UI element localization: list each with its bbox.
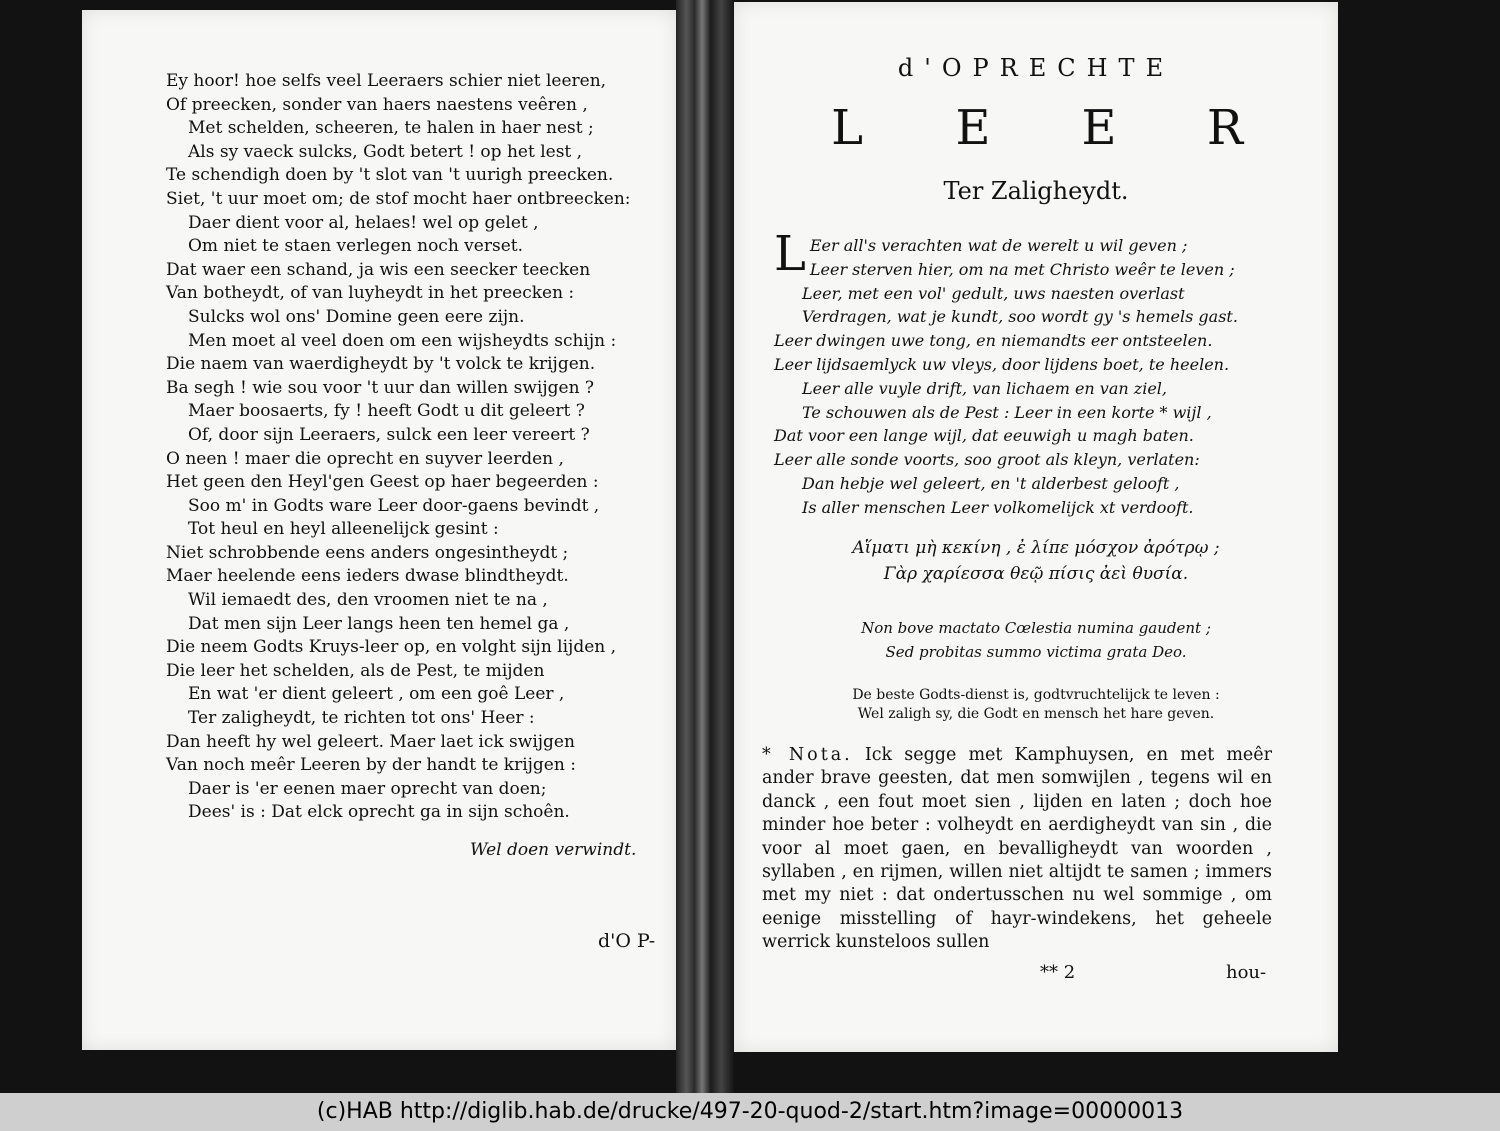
poem	[166, 70, 666, 825]
dutch-line: De beste Godts-dienst is, godtvruchtelijck te leven :	[852, 687, 1220, 703]
signature-motto: Wel doen verwindt.	[470, 840, 637, 860]
poem-line: Siet, 't uur moet om; de stof mocht haer ontbreecken:	[166, 188, 631, 209]
stanza-line: Leer dwingen uwe tong, en niemandts eer ontsteelen.	[774, 331, 1213, 351]
stanza-line: Dan hebje wel geleert, en 't alderbest gelooft ,	[802, 473, 1180, 493]
poem-line: Met schelden, scheeren, te halen in haer nest ;	[188, 118, 594, 139]
heading-letter: E	[1081, 100, 1117, 156]
stanza-line: Leer sterven hier, om na met Christo weêr te leven ;	[809, 259, 1235, 279]
poem-line: Maer boosaerts, fy ! heeft Godt u dit geleert ?	[188, 401, 585, 422]
poem-line: O neen ! maer die oprecht en suyver leerden ,	[166, 448, 564, 469]
poem-line: Dat men sijn Leer langs heen ten hemel ga ,	[188, 613, 570, 634]
left-page	[82, 10, 676, 1050]
latin-couplet	[734, 616, 1338, 664]
stanza-line: Te schouwen als de Pest : Leer in een korte * wijl ,	[802, 402, 1212, 422]
poem-line: Die naem van waerdigheydt by 't volck te krijgen.	[166, 354, 596, 375]
greek-couplet	[734, 535, 1338, 587]
poem-line: Daer is 'er eenen maer oprecht van doen;	[188, 778, 547, 799]
poem-line: Men moet al veel doen om een wijsheydts schijn :	[188, 330, 617, 351]
dutch-line: Wel zaligh sy, die Godt en mensch het hare geven.	[857, 706, 1215, 722]
poem-line: Die leer het schelden, als de Pest, te mijden	[166, 660, 545, 681]
stanza-line: Leer, met een vol' gedult, uws naesten overlast	[802, 283, 1185, 303]
signature-mark: ** 2	[1040, 962, 1076, 983]
poem-line: Ey hoor! hoe selfs veel Leeraers schier niet leeren,	[166, 71, 607, 91]
dropcap: L	[774, 226, 806, 282]
poem-line: Niet schrobbende eens anders ongesintheydt ;	[166, 542, 569, 563]
source-footer: (c)HAB http://diglib.hab.de/drucke/497-20-quod-2/start.htm?image=00000013	[0, 1093, 1500, 1131]
heading-letter: R	[1206, 100, 1244, 156]
stanza-line: Leer alle vuyle drift, van lichaem en van ziel,	[802, 378, 1167, 398]
nota-label: * Nota.	[762, 745, 853, 765]
poem-line: Te schendigh doen by 't slot van 't uurigh preecken.	[166, 165, 614, 186]
poem-line: Dees' is : Dat elck oprecht ga in sijn schoên.	[188, 802, 570, 823]
poem-line: Van noch meêr Leeren by der handt te krijgen :	[166, 755, 576, 776]
subheading: Ter Zaligheydt.	[943, 177, 1129, 205]
poem-line: Dan heeft hy wel geleert. Maer laet ick swijgen	[166, 731, 575, 752]
stanza-line: Verdragen, wat je kundt, soo wordt gy 's hemels gast.	[802, 307, 1238, 327]
heading-letter: L	[831, 100, 863, 156]
poem-line: En wat 'er dient geleert , om een goê Leer ,	[188, 684, 565, 705]
poem-line: Soo m' in Godts ware Leer door-gaens bevindt ,	[188, 495, 600, 516]
stanza-line: Is aller menschen Leer volkomelijck xt verdooft.	[802, 497, 1194, 517]
stanza-line: Dat voor een lange wijl, dat eeuwigh u magh baten.	[774, 426, 1194, 446]
poem-line: Van botheydt, of van luyheydt in het preecken :	[166, 283, 575, 304]
heading-letter: E	[955, 100, 991, 156]
poem-line: Als sy vaeck sulcks, Godt betert ! op het lest ,	[188, 141, 583, 162]
poem-line: Of, door sijn Leeraers, sulck een leer vereert ?	[188, 424, 590, 445]
latin-line: Sed probitas summo victima grata Deo.	[885, 643, 1187, 661]
stanza-line: Eer all's verachten wat de werelt u wil geven ;	[809, 236, 1188, 255]
poem-line: Om niet te staen verlegen noch verset.	[188, 236, 523, 257]
greek-line: Γὰρ χαρίεσσα θεῷ πίσις ἀεὶ θυσία.	[883, 564, 1189, 584]
heading-large	[734, 100, 1338, 156]
poem-line: Daer dient voor al, helaes! wel op gelet ,	[188, 212, 539, 233]
stanza-line: Leer alle sonde voorts, soo groot als kleyn, verlaten:	[774, 450, 1200, 470]
dutch-couplet	[734, 686, 1338, 724]
poem-line: Ter zaligheydt, te richten tot ons' Heer :	[188, 708, 535, 729]
catchword-right: hou-	[1226, 962, 1267, 983]
book-gutter	[676, 0, 734, 1093]
poem-line: Het geen den Heyl'gen Geest op haer begeerden :	[166, 472, 599, 493]
poem-line: Tot heul en heyl alleenelijck gesint :	[188, 519, 499, 540]
poem-line: Maer heelende eens ieders dwase blindtheydt.	[166, 566, 569, 587]
poem-line: Wil iemaedt des, den vroomen niet te na ,	[188, 590, 548, 611]
nota-paragraph	[762, 744, 1272, 955]
greek-line: Αἵματι μὴ κεκίνη , ἐ λίπε μόσχον ἀρότρῳ ;	[852, 538, 1220, 558]
poem-line: Ba segh ! wie sou voor 't uur dan willen swijgen ?	[166, 377, 595, 398]
right-page	[734, 2, 1338, 1052]
poem-line: Of preecken, sonder van haers naestens veêren ,	[166, 94, 588, 115]
poem-line: Die neem Godts Kruys-leer op, en volght sijn lijden ,	[166, 637, 617, 658]
poem-line: Sulcks wol ons' Domine geen eere zijn.	[188, 306, 525, 327]
stanza-line: Leer lijdsaemlyck uw vleys, door lijdens boet, te heelen.	[774, 354, 1230, 374]
latin-line: Non bove mactato Cœlestia numina gaudent ;	[861, 619, 1211, 637]
heading-small: d'OPRECHTE	[897, 54, 1175, 82]
poem-line: Dat waer een schand, ja wis een seecker teecken	[166, 259, 591, 280]
catchword-left: d'O P-	[598, 930, 656, 952]
stanza	[774, 226, 1314, 520]
nota-text: Ick segge met Kamphuysen, en met meêr ander brave geesten, dat men somwijlen , tegens wil en danck , een fout moet sien , lijden en laten ; doch hoe minder hoe beter : volheydt en aerdigheydt van sin , die voor al moet gaen, en bevalligheydt van woorden , syllaben , en rijmen, willen niet altijdt te samen ; immers met my niet : dat ondertusschen nu wel sommige , om eenige misstelling of hayr-windekens, het geheele werrick kunsteloos sullen	[762, 745, 1272, 953]
